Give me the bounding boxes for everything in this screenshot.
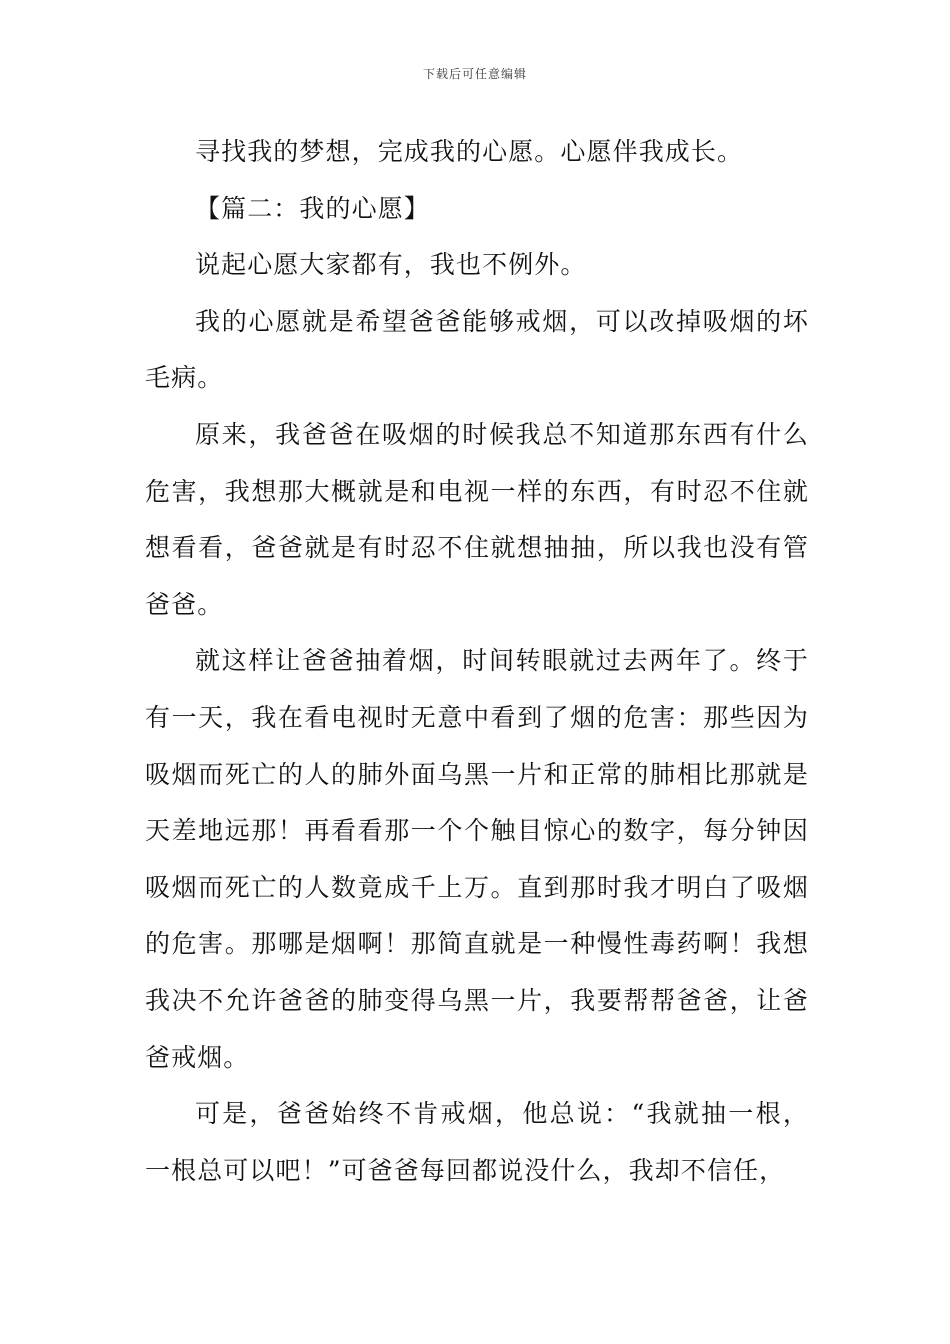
- paragraph: 说起心愿大家都有，我也不例外。: [195, 250, 587, 280]
- document-body: [145, 124, 809, 1199]
- section-heading: 【篇二：我的心愿】: [195, 193, 430, 223]
- paragraph: 就这样让爸爸抽着烟，时间转眼就过去两年了。终于有一天，我在看电视时无意中看到了烟的危害：那些因为吸烟而死亡的人的肺外面乌黑一片和正常的肺相比那就是天差地远那！再看看那一个个触目惊心的数字，每分钟因吸烟而死亡的人数竟成千上万。直到那时我才明白了吸烟的危害。那哪是烟啊！那简直就是一种慢性毒药啊！我想我决不允许爸爸的肺变得乌黑一片，我要帮帮爸爸，让爸爸戒烟。: [145, 646, 809, 1072]
- page-header-note: 下载后可任意编辑: [422, 67, 527, 81]
- paragraph: 寻找我的梦想，完成我的心愿。心愿伴我成长。: [195, 137, 744, 166]
- paragraph: 原来，我爸爸在吸烟的时候我总不知道那东西有什么危害，我想那大概就是和电视一样的东西，有时忍不住就想看看，爸爸就是有时忍不住就想抽抽，所以我也没有管爸爸。: [145, 419, 809, 619]
- paragraph: 我的心愿就是希望爸爸能够戒烟，可以改掉吸烟的坏毛病。: [145, 306, 809, 393]
- paragraph: 可是，爸爸始终不肯戒烟，他总说：“我就抽一根，一根总可以吧！”可爸爸每回都说没什么，我却不信任，: [145, 1099, 809, 1185]
